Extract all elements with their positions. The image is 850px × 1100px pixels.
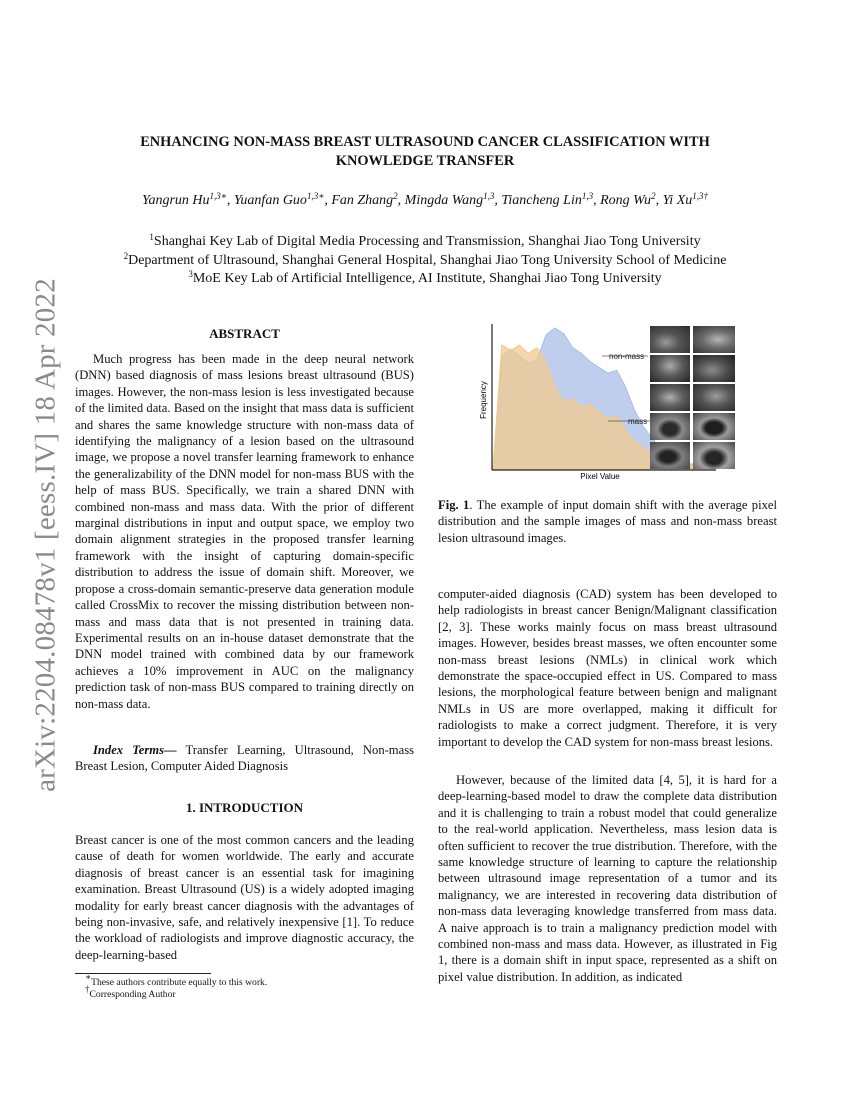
author: Yi $Xu^{1,3\dagger}$ <box>662 191 709 208</box>
ultrasound-thumbnail <box>693 413 735 440</box>
ultrasound-thumbnail <box>650 355 690 382</box>
figure-1 <box>478 318 776 486</box>
legend-mass: mass <box>628 417 648 426</box>
y-axis-label: Frequency <box>479 381 488 419</box>
ultrasound-thumbnail <box>650 413 690 440</box>
index-terms <box>75 742 414 775</box>
abstract-text: Much progress has been made in the deep neural network (DNN) based diagnosis of mass lesions breast ultrasound (BUS) images. However, the non-mass lesion is less investigated because of the limited data. Based on the insight that mass data is sufficient and shares the same knowledge structure with non-mass data of identifying the malignancy of a lesion based on the ultrasound image, we propose a novel transfer learning framework to enhance the generalizability of the DNN model for non-mass BUS with the help of mass BUS. Specifically, we train a shared DNN with combined non-mass and mass data. With the prior of different marginal distributions in input and output space, we employ two domain alignment strategies in the proposed transfer learning framework with the insight of capturing domain-specific distribution to address the issue of domain shift. Moreover, we propose a cross-domain semantic-preserve data generation module called CrossMix to recover the missing distribution between non-mass and mass data that is not presented in training data. Experimental results on an in-house dataset demonstrate that the DNN model trained with combined data by our framework achieves a 10% improvement in AUC on the malignancy prediction task of non-mass BUS compared to training directly on non-mass data. <box>75 352 414 711</box>
author: Mingda Wang$^{1,3}$ <box>404 191 495 208</box>
intro-paragraph-1: Breast cancer is one of the most common cancers and the leading cause of death for women worldwide. The early and accurate diagnosis of breast cancer is an essential task for imagining examination. Breast Ultrasound (US) is a widely adopted imaging modality for early breast cancer diagnosis with the advantages of being non-invasive, safe, and relatively inexpensive [1]. To reduce the workload of radiologists and improve diagnostic accuracy, the deep-learning-based <box>75 833 414 962</box>
footnote: ∗These authors contribute equally to this work. <box>85 972 268 988</box>
ultrasound-thumbnail <box>693 355 735 382</box>
ultrasound-thumbnail <box>650 384 690 411</box>
author-list: Yangrun $Hu^{1,3∗}$, Yuanfan Guo$^{1,3∗}$, Fan Zhang$^2$, Mingda Wang$^{1,3}$, Tiancheng Lin$^{1,3}$, Rong Wu$^2$, Yi $Xu^{1,3\dagger}$ <box>141 191 709 208</box>
ultrasound-thumbnail <box>693 442 735 469</box>
ultrasound-thumbnail <box>650 442 690 469</box>
legend-non-mass: non-mass <box>609 352 645 361</box>
author: Yuanfan Guo$^{1,3∗}$ <box>233 191 325 208</box>
author: Yangrun $Hu^{1,3∗}$ <box>141 191 227 208</box>
index-terms-text: Transfer Learning, Ultrasound, Non-mass Breast Lesion, Computer Aided Diagnosis <box>75 743 414 774</box>
footnotes <box>75 972 414 1001</box>
caption-text: . The example of input domain shift with the average pixel distribution and the sample images of mass and non-mass breast lesion ultrasound images. <box>438 498 777 545</box>
arxiv-identifier-text: arXiv:2204.08478v1 [eess.IV] 18 Apr 2022 <box>29 278 62 792</box>
x-axis-label: Pixel Value <box>580 472 620 481</box>
footnote: †Corresponding Author <box>85 984 176 1000</box>
affiliations <box>70 233 780 289</box>
arxiv-identifier <box>20 278 72 792</box>
title-line-2: KNOWLEDGE TRANSFER <box>335 153 515 169</box>
intro-paragraph-1-continued: computer-aided diagnosis (CAD) system has been developed to help radiologists in breast cancer Benign/Malignant classification [2, 3]. These works mainly focus on mass breast ultrasound images. However, besides breast masses, we often encounter some non-mass breast lesions (NMLs) in clinical work which demonstrate the space-occupied effect in US. Compared to mass lesions, the morphological feature between benign and malignant NMLs in US are more overlapped, making it difficult for radiologists to make a correct judgment. Therefore, it is very important to develop the CAD system for non-mass breast lesions. <box>438 587 777 749</box>
author: Rong Wu$^2$ <box>600 191 656 208</box>
ultrasound-thumbnail <box>693 326 735 353</box>
author: Tiancheng Lin$^{1,3}$ <box>501 191 594 208</box>
caption-label: Fig. 1 <box>438 498 470 512</box>
index-terms-label: Index Terms— <box>93 743 177 757</box>
affiliation: $^2$Department of Ultrasound, Shanghai General Hospital, Shanghai Jiao Tong University School of Medicine <box>123 250 727 268</box>
title-line-1: ENHANCING NON-MASS BREAST ULTRASOUND CANCER CLASSIFICATION WITH <box>140 134 710 150</box>
figure-caption <box>438 497 777 546</box>
author: Fan Zhang$^2$ <box>331 191 398 208</box>
ultrasound-thumbnail <box>650 326 690 353</box>
affiliation: $^1$Shanghai Key Lab of Digital Media Processing and Transmission, Shanghai Jiao Tong University <box>149 232 701 249</box>
ultrasound-thumbnail <box>693 384 735 411</box>
affiliation: $^3$MoE Key Lab of Artificial Intelligence, AI Institute, Shanghai Jiao Tong University <box>188 269 662 286</box>
section-heading-introduction: 1. INTRODUCTION <box>185 800 303 815</box>
abstract-heading: ABSTRACT <box>209 326 280 341</box>
paper-title <box>90 133 760 171</box>
footnote-rule <box>75 973 211 974</box>
intro-paragraph-2: However, because of the limited data [4, 5], it is hard for a deep-learning-based model to draw the complete data distribution and it is challenging to train a robust model that could generalize to the real-world application. Nevertheless, mass lesion data is often sufficient to recover the true distribution. Therefore, with the same knowledge structure of learning to capture the relationship between ultrasound image representation of a tumor and its malignancy, we are interested in recovering data distribution of non-mass data leveraging knowledge transferred from mass data. A naive approach is to train a malignancy prediction model with combined non-mass and mass data. However, as illustrated in Fig 1, there is a domain shift in input space, represented as a shift on pixel value distribution. In addition, as indicated <box>438 773 777 984</box>
